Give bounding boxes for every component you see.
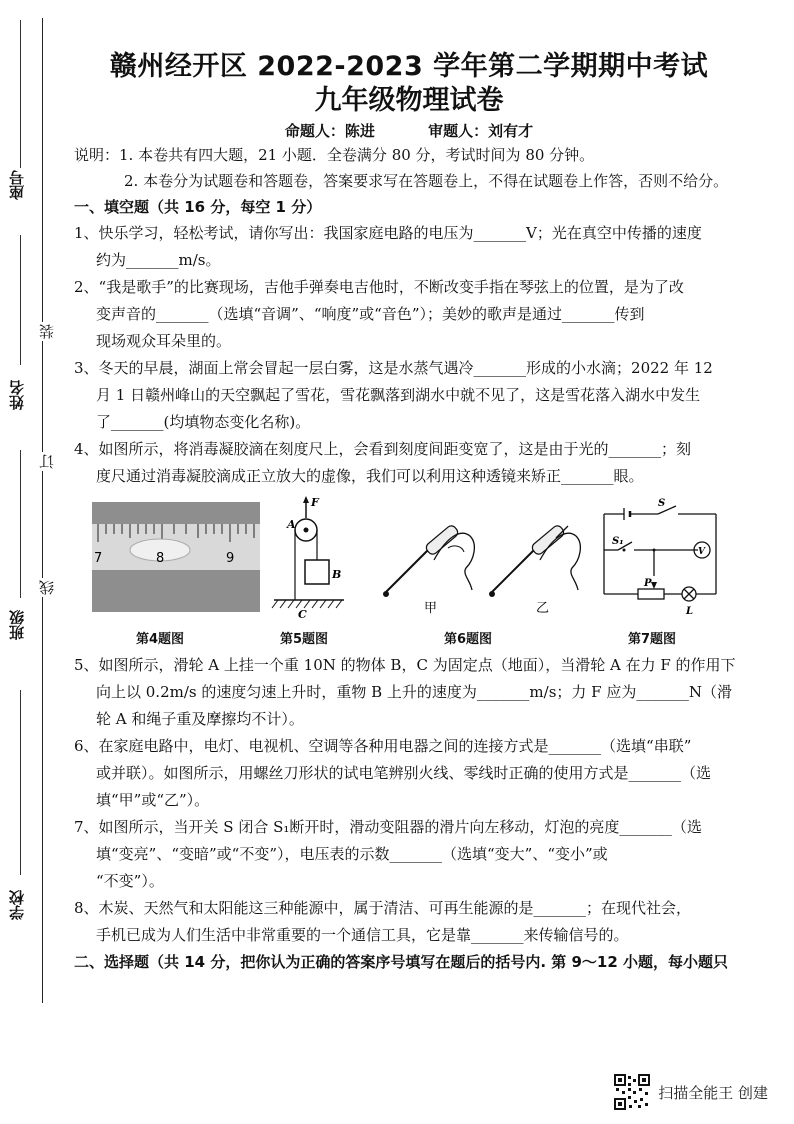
question-1-line-2: 约为_______m/s。 — [96, 251, 221, 269]
label-L: L — [686, 606, 694, 617]
question-2-line-3: 现场观众耳朵里的。 — [96, 332, 232, 350]
question-4-line-1: 4、如图所示，将消毒凝胶滴在刻度尺上，会看到刻度间距变宽了，这是由于光的_______；刻 — [74, 440, 692, 458]
scanner-text: 扫描全能王 创建 — [658, 1083, 768, 1102]
label-S1: S₁ — [612, 536, 624, 547]
school-label: 学校 — [8, 890, 26, 920]
label-A: A — [287, 518, 296, 531]
binding-margin — [0, 0, 58, 1124]
question-7-line-2: 填“变亮”、“变暗”或“不变”），电压表的示数_______（选填“变大”、“变小”或 — [96, 845, 608, 863]
question-5-line-2: 向上以 0.2m/s 的速度匀速上升时，重物 B 上升的速度为_______m/s；力 F 应为_______N（滑 — [96, 683, 732, 701]
label-F: F — [311, 496, 319, 509]
question-5-line-1: 5、如图所示，滑轮 A 上挂一个重 10N 的物体 B，C 为固定点（地面），当滑轮 A 在力 F 的作用下 — [74, 656, 736, 674]
exam-subtitle: 九年级物理试卷 — [314, 85, 504, 116]
label-V: V — [698, 547, 705, 557]
label-yi: 乙 — [536, 601, 550, 616]
reviewer-text: 审题人：刘有才 — [428, 122, 534, 140]
exam-title: 赣州经开区 2022-2023 学年第二学期期中考试 — [109, 51, 709, 82]
figure-6-caption: 第6题图 — [444, 632, 493, 647]
binding-line — [42, 18, 43, 1003]
figure-5-pulley — [270, 496, 350, 620]
question-3-line-3: 了_______(均填物态变化名称)。 — [96, 413, 311, 431]
authors-line — [74, 120, 744, 142]
question-7-line-1: 7、如图所示，当开关 S 闭合 S₁断开时，滑动变阻器的滑片向左移动，灯泡的亮度_______（选 — [74, 818, 702, 836]
question-3-line-1: 3、冬天的早晨，湖面上常会冒起一层白雾，这是水蒸气遇冷_______形成的小水滴；2022 年 12 — [74, 359, 713, 377]
question-5-line-3: 轮 A 和绳子重及摩擦均不计）。 — [96, 710, 304, 728]
figure-7-caption: 第7题图 — [628, 632, 677, 647]
class-label: 班级 — [8, 610, 26, 640]
ruler-tick-9: 9 — [226, 551, 235, 566]
question-8-line-1: 8、木炭、天然气和太阳能这三种能源中，属于清洁、可再生能源的是_______；在现代社会， — [74, 899, 692, 917]
figure-5-caption: 第5题图 — [280, 632, 329, 647]
question-6-line-3: 填“甲”或“乙”）。 — [96, 791, 210, 809]
bind-zhuang: 装 — [38, 324, 56, 339]
ruler-tick-7: 7 — [94, 551, 103, 566]
section-1-heading: 一、填空题（共 16 分，每空 1 分） — [74, 198, 322, 216]
label-B: B — [332, 568, 342, 581]
figures-row — [74, 496, 744, 648]
figure-7-circuit — [598, 498, 724, 618]
figure-6-test-pens — [374, 508, 586, 616]
label-P: P — [644, 578, 652, 589]
question-4-line-2: 度尺通过消毒凝胶滴成正立放大的虚像，我们可以利用这种透镜来矫正_______眼。 — [96, 467, 644, 485]
bind-xian: 线 — [38, 580, 56, 595]
label-C: C — [298, 608, 307, 620]
question-3-line-2: 月 1 日赣州峰山的天空飘起了雪花，雪花飘落到湖水中就不见了，这是雪花落入湖水中发生 — [96, 386, 701, 404]
class-field-line — [20, 450, 21, 598]
seat-field-line — [20, 20, 21, 168]
scanner-watermark — [614, 1074, 768, 1110]
note-line-1: 说明：1. 本卷共有四大题，21 小题．全卷满分 80 分，考试时间为 80 分钟。 — [74, 146, 595, 164]
figure-4-caption: 第4题图 — [136, 632, 185, 647]
name-label: 姓名 — [8, 380, 26, 410]
section-2-heading: 二、选择题（共 14 分，把你认为正确的答案序号填写在题后的括号内. 第 9～12 小题，每小题只 — [74, 953, 728, 971]
setter-text: 命题人：陈进 — [284, 122, 375, 140]
question-6-line-2: 或并联）。如图所示，用螺丝刀形状的试电笔辨别火线、零线时正确的使用方式是_______（选 — [96, 764, 712, 782]
question-6-line-1: 6、在家庭电路中，电灯、电视机、空调等各种用电器之间的连接方式是_______（选填“串联” — [74, 737, 692, 755]
label-S: S — [658, 498, 666, 509]
question-7-line-3: “不变”）。 — [96, 872, 164, 890]
school-field-line — [20, 690, 21, 875]
name-field-line — [20, 235, 21, 365]
question-1-line-1: 1、快乐学习，轻松考试，请你写出：我国家庭电路的电压为_______V；光在真空中传播的速度 — [74, 224, 702, 242]
seat-label: 座号 — [8, 170, 26, 200]
qr-code-icon — [614, 1074, 650, 1110]
label-jia: 甲 — [424, 601, 438, 616]
question-2-line-1: 2、“我是歌手”的比赛现场，吉他手弹奏电吉他时，不断改变手指在琴弦上的位置，是为了改 — [74, 278, 684, 296]
question-8-line-2: 手机已成为人们生活中非常重要的一个通信工具，它是靠_______来传输信号的。 — [96, 926, 629, 944]
figure-4-ruler-photo — [92, 502, 260, 612]
question-2-line-2: 变声音的_______（选填“音调”、“响度”或“音色”）；美妙的歌声是通过_______传到 — [96, 305, 645, 323]
note-line-2: 2. 本卷分为试题卷和答题卷，答案要求写在答题卷上，不得在试题卷上作答，否则不给分。 — [124, 172, 729, 190]
ruler-tick-8: 8 — [156, 551, 165, 566]
exam-page — [74, 50, 744, 975]
bind-ding: 订 — [38, 454, 56, 469]
